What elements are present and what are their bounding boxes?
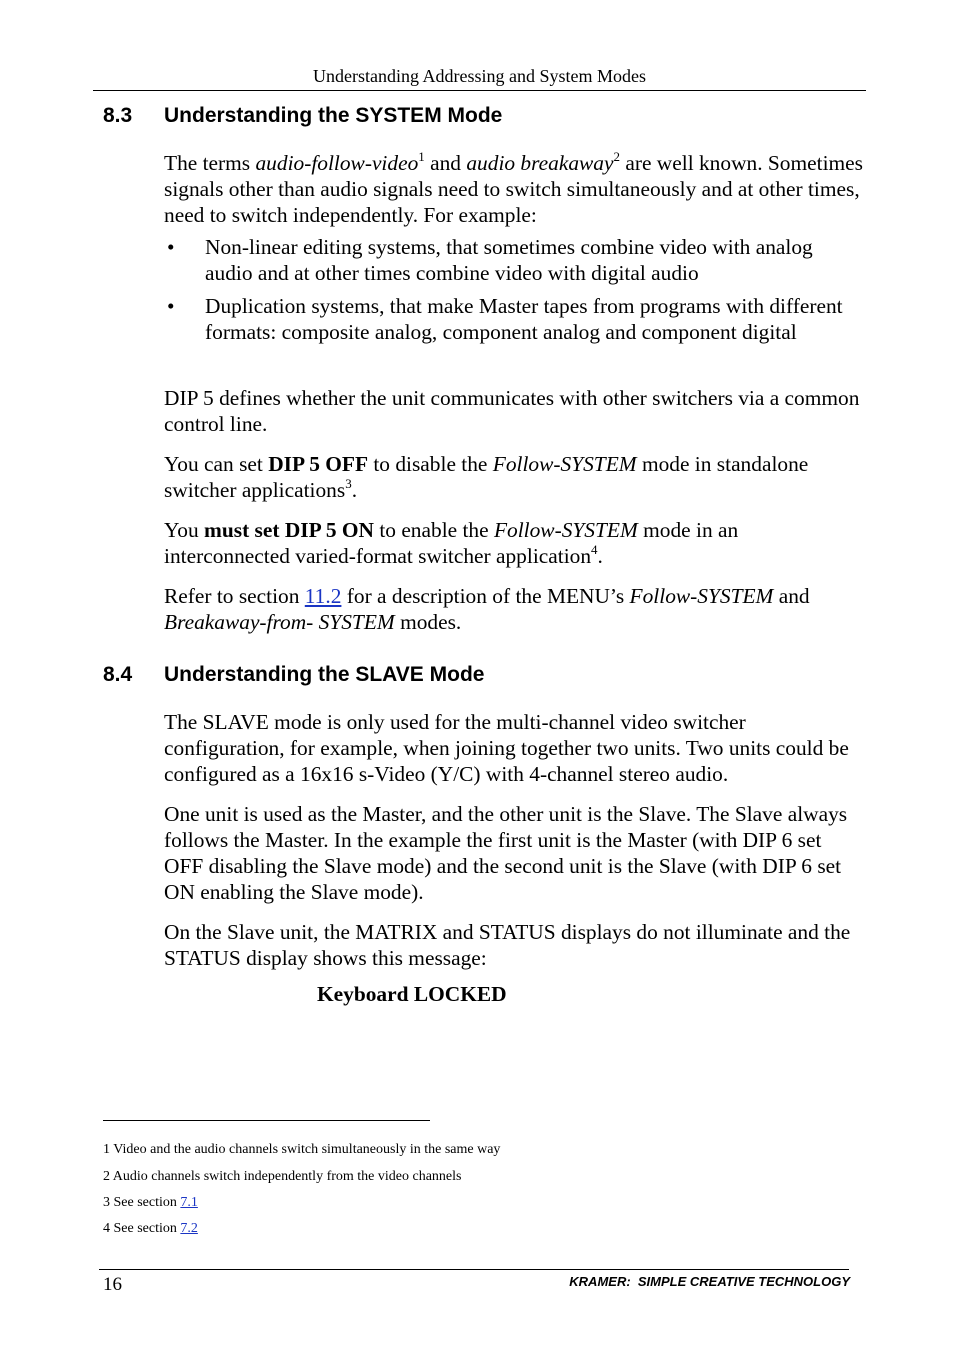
running-header: Understanding Addressing and System Modes [93,64,866,91]
term-audio-follow-video: audio-follow-video [255,151,419,175]
text-run: . [351,478,358,502]
footnote-text: 3 See section [103,1195,181,1210]
section-heading-8-4 [103,662,484,688]
bullet-icon: • [167,235,175,259]
paragraph-slave-intro: The SLAVE mode is only used for the multi-channel video switcher configuration, for example, when joining together two units. Two units could be configured as a 16x16 s-Video (Y/C) with 4-channel stereo audio. [164,710,849,786]
footnote-ref-3: 3 [345,476,352,491]
bullet-icon: • [167,294,175,318]
keyboard-locked-message: Keyboard LOCKED [317,982,507,1006]
emphasis-dip5-off: DIP 5 OFF [268,452,369,476]
footnote-4 [103,1220,198,1238]
footnote-divider [103,1120,430,1121]
text-run: and [424,151,467,175]
section-number: 8.4 [103,663,133,686]
footnote-ref-4: 4 [591,542,598,557]
term-audio-breakaway: audio breakaway [466,151,614,175]
page-number: 16 [103,1274,122,1295]
section-title: Understanding the SLAVE Mode [164,663,485,686]
footer-brand: KRAMER: SIMPLE CREATIVE TECHNOLOGY [569,1274,850,1289]
text-run: are well known. Sometimes signals other than audio signals need to switch simultaneously and at other times, need to switch independently. For example: [164,151,863,227]
paragraph-dip5-off [164,451,864,503]
section-title: Understanding the SYSTEM Mode [164,104,503,127]
paragraph-dip5: DIP 5 defines whether the unit communicates with other switchers via a common control line. [164,386,860,436]
list-item-text: Non-linear editing systems, that sometimes combine video with analog audio and at other times combine video with digital audio [205,235,813,285]
footnote-ref-2: 2 [613,149,620,164]
text-run: and [773,584,810,608]
list-item-text: Duplication systems, that make Master tapes from programs with different formats: composite analog, component analog and component digital [205,294,843,344]
example-list [164,234,864,352]
paragraph-dip5-on [164,517,864,569]
section-heading-8-3 [103,103,502,129]
text-run: Refer to section [164,584,305,608]
footnote-2: 2 Audio channels switch independently from the video channels [103,1169,462,1184]
section-link-7-2[interactable]: 7.2 [180,1221,198,1236]
footer-divider [99,1269,849,1270]
footnote-3 [103,1194,198,1212]
emphasis-dip5-on: must set DIP 5 ON [204,518,374,542]
term-breakaway-from-system: Breakaway-from- SYSTEM [164,610,395,634]
text-run: modes. [394,610,462,634]
text-run: mode in standalone switcher applications [164,452,809,502]
paragraph-refer [164,583,864,635]
section-number: 8.3 [103,104,133,127]
text-run: You can set [164,452,269,476]
text-run: . [597,544,603,568]
list-item [164,293,864,345]
section-link-7-1[interactable]: 7.1 [180,1195,198,1210]
paragraph-master-slave: One unit is used as the Master, and the other unit is the Slave. The Slave always follows the Master. In the example the first unit is the Master (with DIP 6 set OFF disabling the Slave mode) and the second unit is the Slave (with DIP 6 set ON enabling the Slave mode). [164,802,848,904]
footnote-text: 4 See section [103,1221,181,1236]
paragraph-slave-display: On the Slave unit, the MATRIX and STATUS displays do not illuminate and the STATUS display shows this message: [164,920,851,970]
term-follow-system: Follow-SYSTEM [492,452,637,476]
text-run: The terms [164,151,256,175]
footnote-ref-1: 1 [418,149,425,164]
section-link-11-2[interactable]: 11.2 [304,584,342,608]
text-run: to enable the [373,518,494,542]
text-run: mode in an interconnected varied-format switcher application [164,518,739,568]
text-run: for a description of the MENU’s [341,584,630,608]
paragraph-terms [164,150,864,228]
text-run: You [164,518,205,542]
text-run: to disable the [368,452,493,476]
term-follow-system: Follow-SYSTEM [629,584,774,608]
list-item [164,234,864,286]
footnote-1: 1 Video and the audio channels switch simultaneously in the same way [103,1142,501,1157]
term-follow-system: Follow-SYSTEM [493,518,638,542]
